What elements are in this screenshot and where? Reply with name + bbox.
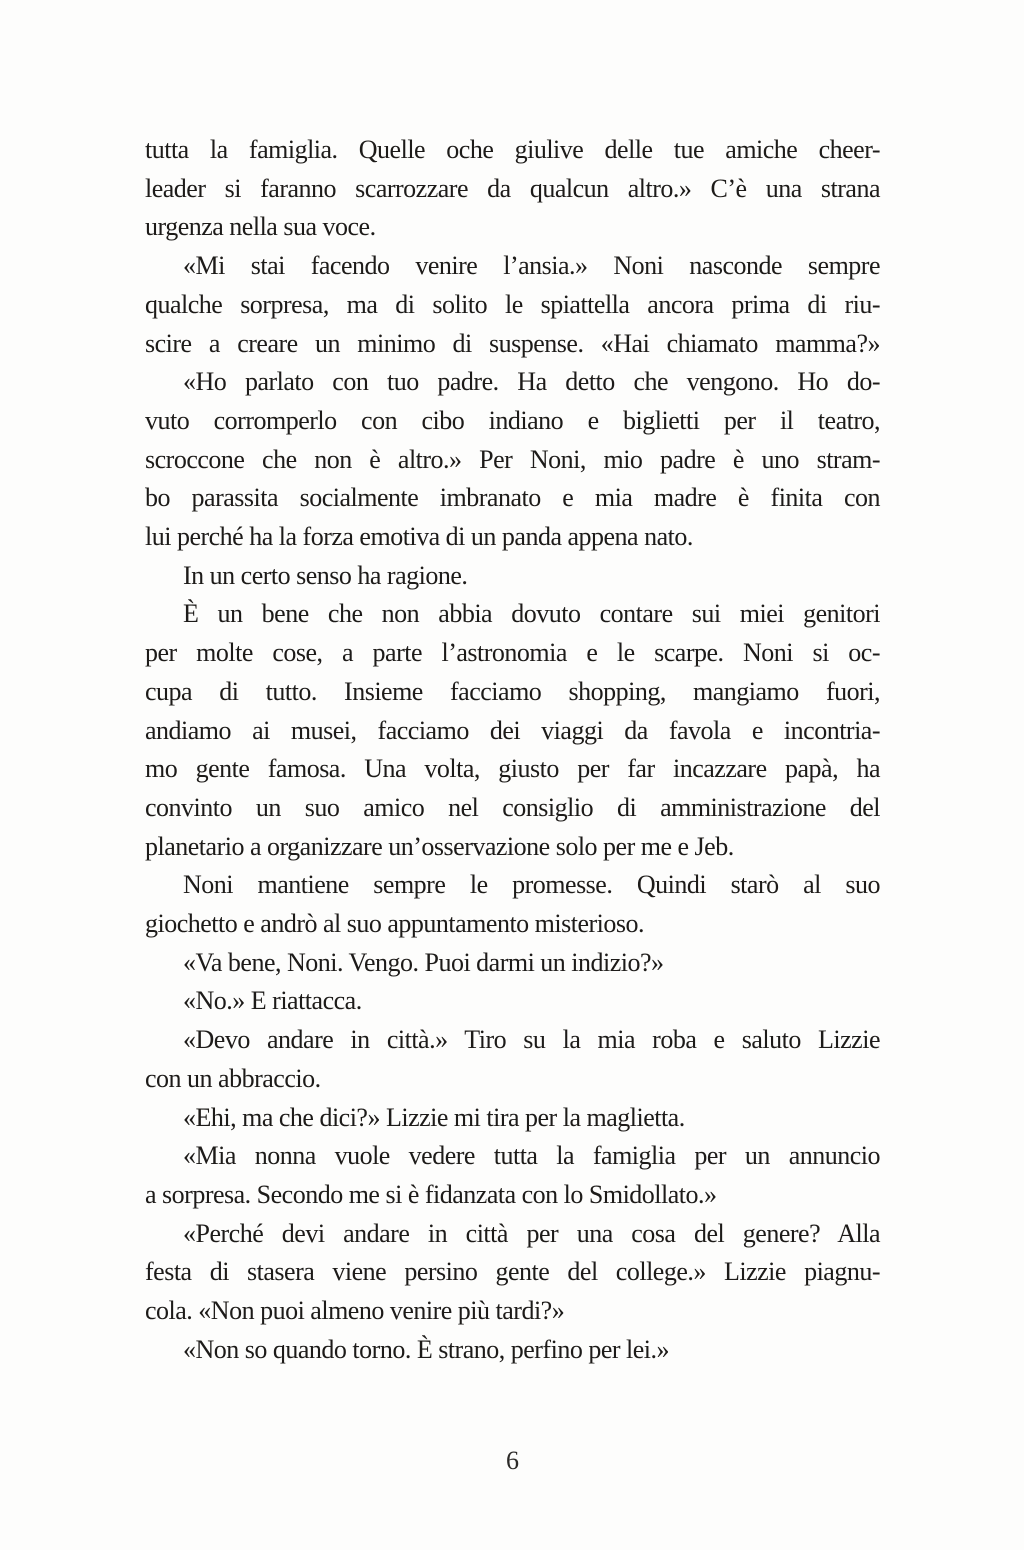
page-text <box>145 131 880 1370</box>
text-line: andiamo ai musei, facciamo dei viaggi da favola e incontria- <box>145 715 880 745</box>
text-line: planetario a organizzare un’osservazione solo per me e Jeb. <box>145 831 734 861</box>
text-line: «Non so quando torno. È strano, perfino per lei.» <box>183 1334 670 1364</box>
text-line: vuto corromperlo con cibo indiano e biglietti per il teatro, <box>145 405 880 435</box>
text-line: «Devo andare in città.» Tiro su la mia roba e saluto Lizzie <box>183 1025 880 1055</box>
text-line: «Mi stai facendo venire l’ansia.» Noni nasconde sempre <box>183 251 880 281</box>
text-lines <box>145 131 880 1370</box>
text-line: cola. «Non puoi almeno venire più tardi?» <box>145 1296 565 1326</box>
text-line: lui perché ha la forza emotiva di un panda appena nato. <box>145 522 693 552</box>
text-line: mo gente famosa. Una volta, giusto per far incazzare papà, ha <box>145 754 880 784</box>
text-line: «No.» E riattacca. <box>183 986 362 1016</box>
text-line: urgenza nella sua voce. <box>145 212 376 242</box>
text-line: giochetto e andrò al suo appuntamento misterioso. <box>145 909 644 939</box>
text-line: convinto un suo amico nel consiglio di amministrazione del <box>145 792 880 822</box>
page-number: 6 <box>506 1446 519 1475</box>
text-line: In un certo senso ha ragione. <box>183 560 468 590</box>
text-line: per molte cose, a parte l’astronomia e le scarpe. Noni si oc- <box>145 638 880 668</box>
text-line: È un bene che non abbia dovuto contare sui miei genitori <box>183 599 880 629</box>
text-line: cupa di tutto. Insieme facciamo shopping, mangiamo fuori, <box>145 676 880 706</box>
text-line: «Mia nonna vuole vedere tutta la famiglia per un annuncio <box>183 1141 880 1171</box>
text-line: scroccone che non è altro.» Per Noni, mio padre è uno stram- <box>145 444 880 474</box>
text-line: leader si faranno scarrozzare da qualcun altro.» C’è una strana <box>145 173 880 203</box>
text-line: «Perché devi andare in città per una cosa del genere? Alla <box>183 1218 880 1248</box>
text-line: scire a creare un minimo di suspense. «Hai chiamato mamma?» <box>145 328 880 358</box>
text-line: a sorpresa. Secondo me si è fidanzata con lo Smidollato.» <box>145 1179 717 1209</box>
text-line: tutta la famiglia. Quelle oche giulive delle tue amiche cheer- <box>145 135 880 164</box>
text-line: «Va bene, Noni. Vengo. Puoi darmi un indizio?» <box>183 947 664 977</box>
text-line: con un abbraccio. <box>145 1063 321 1093</box>
text-line: «Ehi, ma che dici?» Lizzie mi tira per la maglietta. <box>183 1102 685 1132</box>
text-line: Noni mantiene sempre le promesse. Quindi starò al suo <box>183 870 880 900</box>
text-line: qualche sorpresa, ma di solito le spiattella ancora prima di riu- <box>145 289 880 319</box>
text-line: festa di stasera viene persino gente del college.» Lizzie piagnu- <box>145 1257 880 1287</box>
text-line: bo parassita socialmente imbranato e mia madre è finita con <box>145 483 880 513</box>
text-line: «Ho parlato con tuo padre. Ha detto che vengono. Ho do- <box>183 367 880 397</box>
